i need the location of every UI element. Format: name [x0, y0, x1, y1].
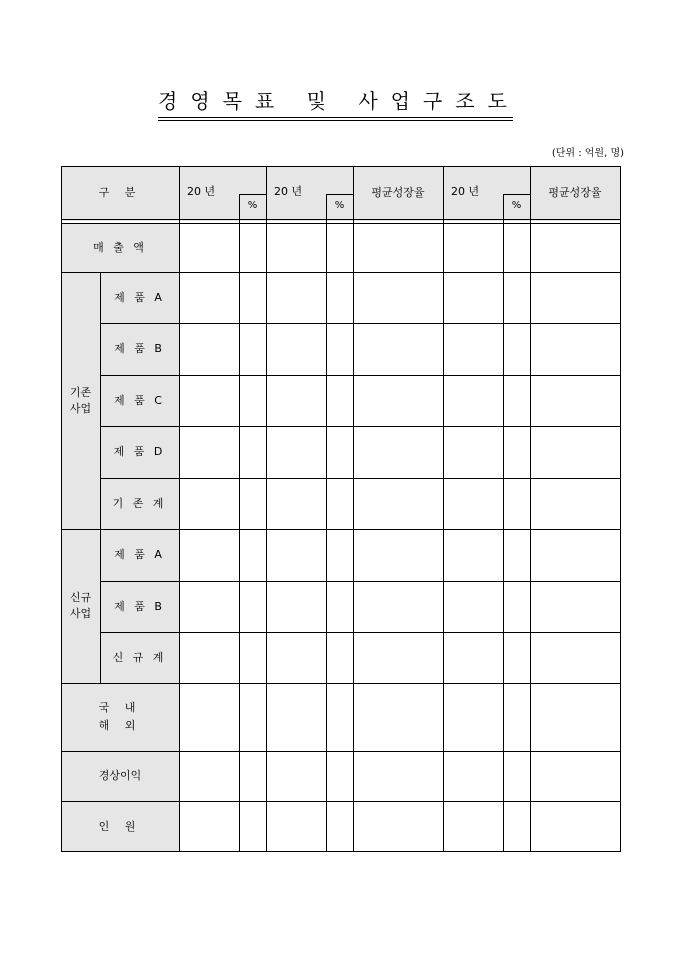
group-label-existing — [61, 272, 100, 529]
header-category: 구 분 — [98, 186, 142, 199]
header-avg-growth-1: 평균성장율 — [371, 186, 425, 199]
group-label-existing-text: 기존 사업 — [69, 385, 92, 415]
header-year-3: 20 년 — [451, 185, 480, 198]
row-label-new-product-a: 제 품 A — [114, 548, 165, 561]
row-label-sales: 매 출 액 — [93, 241, 147, 254]
row-label-personnel: 인 원 — [98, 819, 142, 833]
group-label-new-text: 신규 사업 — [69, 591, 92, 620]
page-title: 경영목표 및 사업구조도 — [158, 89, 520, 113]
unit-note: (단위 : 억원, 명) — [551, 148, 624, 159]
row-label-domestic: 국 내 — [98, 701, 142, 714]
header-year-2: 20 년 — [274, 185, 303, 198]
row-label-existing-product-c: 제 품 C — [114, 393, 165, 407]
header-avg-growth-2: 평균성장율 — [548, 186, 602, 199]
header-percent-2: % — [334, 200, 345, 211]
row-label-overseas: 해 외 — [98, 719, 142, 732]
row-label-existing-product-a: 제 품 A — [114, 290, 165, 304]
header-percent-1: % — [247, 200, 258, 211]
header-percent-3: % — [511, 200, 522, 211]
row-label-new-product-b: 제 품 B — [114, 599, 165, 613]
row-label-new-total: 신 규 계 — [112, 650, 167, 664]
row-label-ordinary-profit: 경상이익 — [98, 769, 142, 782]
row-label-domestic-overseas — [61, 683, 179, 751]
header-year-1: 20 년 — [187, 185, 216, 198]
row-label-existing-total: 기 존 계 — [112, 496, 167, 510]
row-label-existing-product-d: 제 품 D — [113, 445, 166, 458]
group-label-new — [61, 529, 100, 683]
row-label-existing-product-b: 제 품 B — [114, 342, 165, 355]
